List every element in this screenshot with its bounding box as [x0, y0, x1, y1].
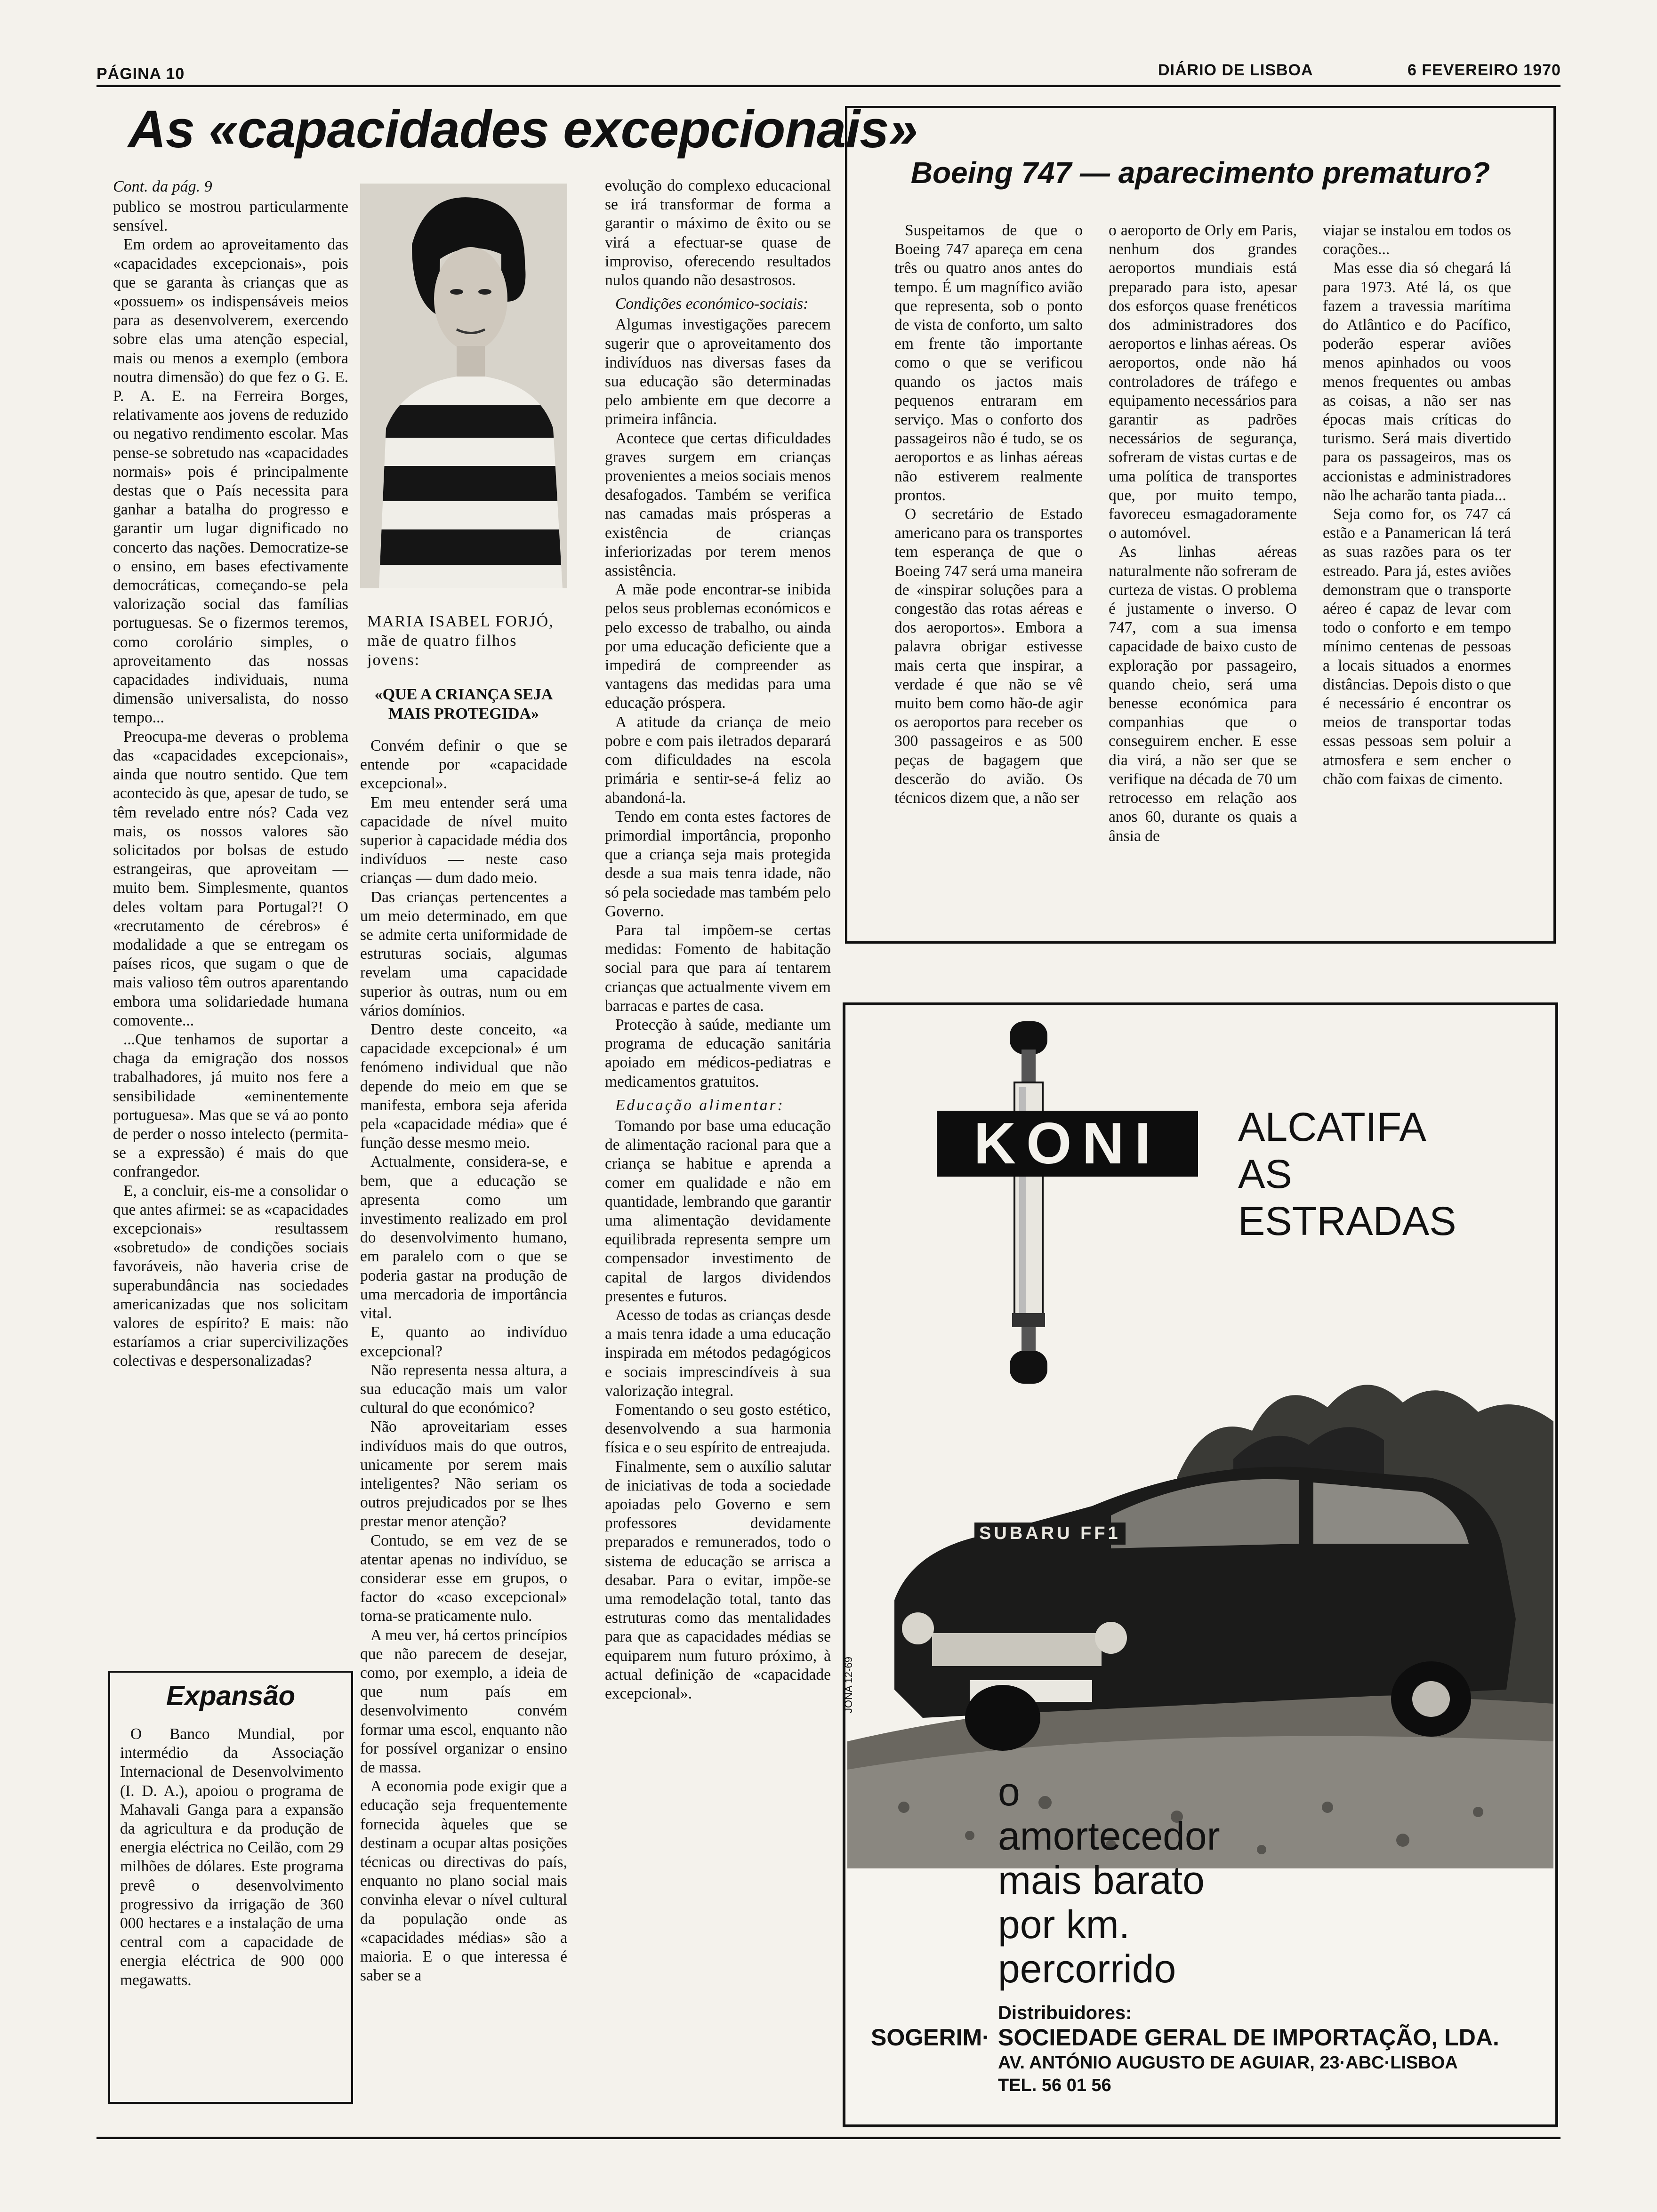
koni-logo-text: KONI	[973, 1111, 1161, 1176]
paragraph: Para tal impõem-se certas medidas: Fomento de habitação social para que para aí tentarem crianças que actualmente vivem em barracas e partes de casa.	[605, 921, 831, 1015]
paragraph: Contudo, se em vez de se atentar apenas no indivíduo, se considerar esse em grupos, o factor do «caso excepcional» torna-se praticamente nulo.	[360, 1531, 567, 1625]
shock-absorber-icon	[1003, 1021, 1054, 1384]
ad-slogan-line: amortecedor	[998, 1814, 1220, 1858]
continuation-note: Cont. da pág. 9	[113, 178, 212, 195]
ad-headline-line: ESTRADAS	[1238, 1199, 1456, 1244]
boeing-title: Boeing 747 — aparecimento prematuro?	[910, 156, 1490, 190]
paragraph: Dentro deste conceito, «a capacidade excepcional» é um fenómeno individual que não depende do meio em que se manifesta, embora seja aferida pela «capacidade média» que é função desse mesmo meio.	[360, 1021, 567, 1152]
paragraph: E, quanto ao indivíduo excepcional?	[360, 1323, 567, 1360]
paragraph: publico se mostrou particularmente sensível.	[113, 198, 348, 235]
expansao-text	[120, 1725, 344, 2097]
photo-caption: MARIA ISABEL FORJÓ, mãe de quatro filhos jovens:	[367, 613, 554, 669]
paragraph: As linhas aéreas naturalmente não sofreram de curteza de vistas. O problema é justamente o inverso. O 747, com a sua imensa capacidade de baixo custo de exploração por passageiro, quando cheio, será uma benesse económica para companhias que o conseguirem encher. E esse dia virá, a não ser que se verifique na década de 70 um retrocesso em relação aos anos 60, durante os quais a ânsia de	[1109, 543, 1297, 845]
newspaper-name: DIÁRIO DE LISBOA	[1158, 61, 1313, 79]
header-rule	[97, 85, 1560, 87]
article-column-3	[605, 176, 831, 2130]
ad-slogan-line: por km.	[998, 1902, 1130, 1947]
article-column-2	[360, 737, 567, 2125]
ad-headline	[1238, 1104, 1456, 1245]
paragraph: Seja como for, os 747 cá estão e a Panamerican lá terá as suas razões para os ter estreado. Para já, estes aviões demonstram que o transporte aéreo é capaz de levar com todo o conforto e em tempo mínimo centenas de pessoas a locais situados a enormes distâncias. Depois disto o que é necessário é encontrar os meios de transportar todas essas pessoas sem poluir a atmosfera e sem encher o chão com faixas de cimento.	[1323, 505, 1511, 788]
ad-code: JONA 12-69	[843, 1657, 854, 1713]
paragraph: ...Que tenhamos de suportar a chaga da emigração dos nossos trabalhadores, já muito nos fere a sensibilidade «eminentemente portuguesa». Mas que se vá ao ponto de perder o nosso intelecto (permita-se a expressão) é mais do que confrangedor.	[113, 1030, 348, 1181]
paragraph: Em meu entender será uma capacidade de nível muito superior à capacidade média dos indivíduos — neste caso crianças — dum dado meio.	[360, 793, 567, 887]
boeing-column-1	[894, 221, 1083, 927]
paragraph: A atitude da criança de meio pobre e com pais iletrados deparará com dificuldades na escola primária e sentir-se-á feliz ao abandoná-la.	[605, 713, 831, 807]
article-column-1	[113, 198, 348, 1657]
paragraph: A mãe pode encontrar-se inibida pelos seus problemas económicos e pelo excesso de trabalho, ou ainda por uma educação deficiente que a impedirá de compreender as vantagens das medidas para uma educação próspera.	[605, 581, 831, 712]
paragraph: A economia pode exigir que a educação seja frequentemente fornecida àqueles que se destinam a ocupar altas posições técnicas ou directivas do país, enquanto no plano social mais convinha elevar o nível cultural da população onde as «capacidades médias» são a maioria. E o que interessa é saber se a	[360, 1778, 567, 1985]
paragraph: Suspeitamos de que o Boeing 747 apareça em cena três ou quatro anos antes do tempo. É um magnífico avião que representa, sob o ponto de vista de conforto, um salto em frente tão importante como o que se verificou quando os jactos mais pequenos entraram em serviço. Mas o conforto dos passageiros não é tudo, se os aeroportos e as linhas aéreas não estiverem realmente prontos.	[894, 222, 1083, 504]
paragraph: Acesso de todas as crianças desde a mais tenra idade a uma educação inspirada em métodos pedagógicos e sociais imprescindíveis à sua valorização integral.	[605, 1306, 831, 1400]
paragraph: Fomentando o seu gosto estético, desenvolvendo a sua harmonia física e o seu espírito de entreajuda.	[605, 1401, 831, 1457]
paragraph: viajar se instalou em todos os corações...	[1323, 222, 1511, 258]
ad-headline-line: AS	[1238, 1152, 1292, 1197]
distributor-label: Distribuidores:	[998, 2003, 1132, 2023]
paragraph: Não aproveitariam esses indivíduos mais do que outros, unicamente por serem mais inteligentes? Não seriam os outros prejudicados por se lhes prestar menor atenção?	[360, 1418, 567, 1531]
paragraph: o aeroporto de Orly em Paris, nenhum dos grandes aeroportos mundiais está preparado para isto, apesar dos esforços quase frenéticos dos administradores dos aeroportos e linhas aéreas. Os aeroportos, onde não há controladores de tráfego e equipamento necessários para garantir as padrões necessários de segurança, sofreram de vistas curtas e de uma política de transportes que, por muito tempo, favoreceu esmagadoramente o automóvel.	[1109, 222, 1297, 542]
distributor-brand: SOGERIM·	[871, 2024, 990, 2051]
paragraph: Mas esse dia só chegará lá para 1973. Até lá, os que fazem a travessia marítima do Atlântico e do Pacífico, poderão esperar aviões menos apinhados ou voos menos frequentes ou ambas as coisas, a não ser nas épocas mais críticas do turismo. Será mais divertido para os passageiros, mas os accionistas e administradores não lhe acharão tanta piada...	[1323, 259, 1511, 504]
page-number: PÁGINA 10	[97, 65, 185, 83]
paragraph: O Banco Mundial, por intermédio da Associação Internacional de Desenvolvimento (I. D. A.), apoiou o programa de Mahavali Ganga para a expansão da agricultura e da produção de energia eléctrica no Ceilão, com 29 milhões de dólares. Este programa prevê o desenvolvimento progressivo da irrigação de 360 000 hectares e a instalação de uma central com a capacidade de energia eléctrica de 900 000 megawatts.	[120, 1725, 344, 1989]
paragraph: Actualmente, considera-se, e bem, que a educação se apresenta como um investimento realizado em prol do desenvolvimento humano, em paralelo com o que se poderia gastar na produção de uma mercadoria de importância vital.	[360, 1153, 567, 1322]
shock-absorber-graphic	[1003, 1021, 1054, 1384]
footer-rule	[97, 2137, 1560, 2139]
paragraph: evolução do complexo educacional se irá transformar de forma a garantir o máximo de êxito ou se virá a efectuar-se quase de improviso, oferecendo resultados nulos quando não desastrosos.	[605, 177, 831, 289]
paragraph: O secretário de Estado americano para os transportes tem esperança de que o Boeing 747 será uma maneira de «inspirar soluções para a congestão das rotas aéreas e dos aeroportos». Embora a palavra obrigar estivesse mais certa que inspirar, a verdade é que não se vê muito bem como hão-de agir os aeroportos para receber os 300 passageiros e as 500 peças de bagagem que descerão do avião. Os técnicos dizem que, a não ser	[894, 505, 1083, 807]
paragraph: Finalmente, sem o auxílio salutar de iniciativas de toda a sociedade apoiadas pelo Governo e sem professores devidamente preparados e remunerados, todo o sistema de educação se arrisca a desabar. Para o evitar, impõe-se uma remodelação total, tanto das estruturas como das mentalidades para que as capacidades médias se equiparem num futuro próximo, à actual definição de «capacidade excepcional».	[605, 1458, 831, 1703]
paragraph: Algumas investigações parecem sugerir que o aproveitamento dos indivíduos nas diversas fases da sua educação são determinadas pelo ambiente em que decorre a primeira infância.	[605, 316, 831, 428]
paragraph: Preocupa-me deveras o problema das «capacidades excepcionais», ainda que noutro sentido. Que tem acontecido às que, apesar de tudo, se têm revelado entre nós? Cada vez mais, os nossos valores são solicitados por bolsas de estudo estrangeiras, que aproveitam — muito bem. Simplesmente, quantos deles voltam para Portugal?! O «recrutamento de cérebros» é modalidade a que se entregam os países ricos, que sugam o que de mais valioso têm outros aparentando embora uma solidariedade humana comovente...	[113, 728, 348, 1029]
ad-slogan-line: mais barato	[998, 1858, 1205, 1902]
paragraph: E, a concluir, eis-me a consolidar o que antes afirmei: se as «capacidades excepcionais» resultassem «sobretudo» de condições sociais favoráveis, não haveria crise de superabundância nas sociedades americanizadas que nos solicitam valores de espírito? E mais: não estaríamos a criar supercivilizações colectivas e despersonalizadas?	[113, 1182, 348, 1370]
paragraph: Protecção à saúde, mediante um programa de educação sanitária apoiado em médicos-pediatras e medicamentos gratuitos.	[605, 1016, 831, 1090]
expansao-title: Expansão	[166, 1681, 295, 1711]
ad-slogan	[998, 1770, 1220, 1991]
paragraph: Tomando por base uma educação de alimentação racional para que a criança se habitue e aprenda a comer em qualidade e não em quantidade, lembrando que garantir uma alimentação devidamente equilibrada representa sempre um compensador investimento de capital de largos dividendos presentes e futuros.	[605, 1117, 831, 1305]
portrait-photo	[360, 184, 567, 588]
koni-logo	[937, 1111, 1198, 1177]
paragraph: A meu ver, há certos princípios que não parecem de desejar, como, por exemplo, a ideia de que num país em desenvolvimento convém formar uma escol, enquanto não for possível organizar o ensino de massa.	[360, 1626, 567, 1776]
boeing-column-3	[1323, 221, 1511, 927]
paragraph: Em ordem ao aproveitamento das «capacidades excepcionais», pois que se garanta às crianças que as «possuem» os indispensáveis meios para as desenvolverem, exercendo sobre elas uma atenção especial, mais ou menos a exemplo (embora noutra dimensão) do que fez o G. E. P. A. E. na Ferreira Borges, relativamente aos jovens de reduzido ou negativo rendimento escolar. Mas pense-se sobretudo nas «capacidades normais» pois é principalmente destas que o País necessita para ganhar a batalha do progresso e garantir um lugar dignificado no concerto das nações. Democratize-se o ensino, em bases efectivamente democráticas, começando-se pela valorização social das famílias portuguesas. Se o fizermos teremos, como corolário simples, o aproveitamento das nossas capacidades individuais, numa dimensão universalista, do nosso tempo...	[113, 236, 348, 727]
ad-slogan-line: percorrido	[998, 1947, 1176, 1991]
paragraph: Das crianças pertencentes a um meio determinado, em que se admite certa uniformidade de estruturas sociais, algumas revelam uma capacidade superior às outras, num ou em vários domínios.	[360, 888, 567, 1019]
car-badge: SUBARU FF1	[974, 1523, 1126, 1545]
woman-portrait-image	[360, 184, 567, 588]
section-subhead: Condições económico-sociais:	[615, 295, 809, 313]
ad-slogan-line: o	[998, 1770, 1020, 1814]
boeing-column-2	[1109, 221, 1297, 927]
issue-date: 6 FEVEREIRO 1970	[1408, 61, 1561, 79]
article-title: As «capacidades excepcionais»	[128, 100, 917, 159]
ad-headline-line: ALCATIFA	[1238, 1105, 1426, 1150]
distributor-name: SOCIEDADE GERAL DE IMPORTAÇÃO, LDA.	[998, 2024, 1499, 2051]
distributor-address: AV. ANTÓNIO AUGUSTO DE AGUIAR, 23·ABC·LISBOA	[998, 2053, 1458, 2073]
paragraph: Convém definir o que se entende por «capacidade excepcional».	[360, 737, 567, 793]
paragraph: Acontece que certas dificuldades graves surgem em crianças provenientes a meios sociais menos desafogados. Também se verifica nas camadas mais prósperas a existência de crianças inferiorizadas por terem menos assistência.	[605, 429, 831, 580]
distributor-phone: TEL. 56 01 56	[998, 2076, 1111, 2095]
section-subhead: Educação alimentar:	[615, 1096, 785, 1114]
paragraph: Não representa nessa altura, a sua educação mais um valor cultural do que económico?	[360, 1361, 567, 1417]
interview-headline: «QUE A CRIANÇA SEJA MAIS PROTEGIDA»	[374, 686, 553, 722]
paragraph: Tendo em conta estes factores de primordial importância, proponho que a criança seja mais protegida desde a sua mais tenra idade, não só pela sociedade mas também pelo Governo.	[605, 808, 831, 920]
